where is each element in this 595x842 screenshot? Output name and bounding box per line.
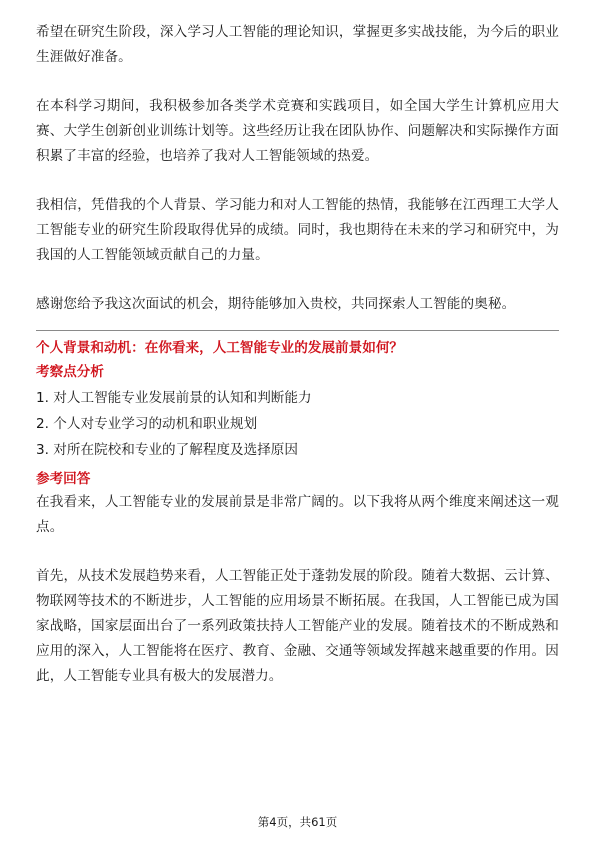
answer-paragraph-1: 在我看来，人工智能专业的发展前景是非常广阔的。以下我将从两个维度来阐述这一观点。 [36, 494, 559, 535]
question-heading: 个人背景和动机：在你看来，人工智能专业的发展前景如何？ [36, 340, 404, 356]
intro-paragraph-2: 在本科学习期间，我积极参加各类学术竞赛和实践项目，如全国大学生计算机应用大赛、大学生创新创业训练计划等。这些经历让我在团队协作、问题解决和实际操作方面积累了丰富的经验，也培养了我对人工智能领域的热爱。 [36, 98, 559, 164]
page-number-footer: 第4页，共61页 [257, 815, 338, 829]
analysis-list [36, 385, 559, 463]
analysis-title: 考察点分析 [36, 364, 104, 380]
intro-paragraph-3: 我相信，凭借我的个人背景、学习能力和对人工智能的热情，我能够在江西理工大学人工智能专业的研究生阶段取得优异的成绩。同时，我也期待在未来的学习和研究中，为我国的人工智能领域贡献自己的力量。 [36, 197, 559, 263]
analysis-point-2: 2. 个人对专业学习的动机和职业规划 [36, 416, 258, 432]
analysis-point-3: 3. 对所在院校和专业的了解程度及选择原因 [36, 442, 298, 458]
answer-paragraph-2: 首先，从技术发展趋势来看，人工智能正处于蓬勃发展的阶段。随着大数据、云计算、物联网等技术的不断进步，人工智能的应用场景不断拓展。在我国，人工智能已成为国家战略，国家层面出台了一系列政策扶持人工智能产业的发展。随着技术的不断成熟和应用的深入，人工智能将在医疗、教育、金融、交通等领域发挥越来越重要的作用。因此，人工智能专业具有极大的发展潜力。 [36, 568, 559, 684]
section-divider [36, 330, 559, 331]
intro-paragraph-1: 希望在研究生阶段，深入学习人工智能的理论知识，掌握更多实战技能，为今后的职业生涯做好准备。 [36, 24, 559, 65]
answer-title: 参考回答 [36, 471, 91, 487]
analysis-point-1: 1. 对人工智能专业发展前景的认知和判断能力 [36, 390, 312, 406]
page-content [36, 20, 559, 689]
intro-paragraph-4: 感谢您给予我这次面试的机会，期待能够加入贵校，共同探索人工智能的奥秘。 [36, 296, 516, 312]
